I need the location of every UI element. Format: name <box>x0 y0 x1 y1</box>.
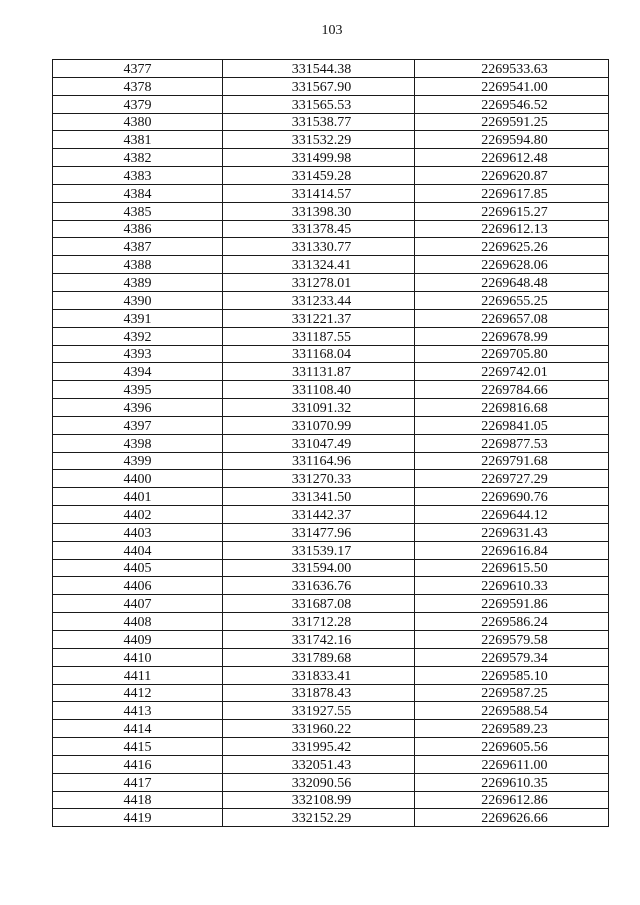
x-coordinate-cell: 332108.99 <box>223 791 415 809</box>
coordinates-table-body <box>53 60 609 827</box>
point-number-cell: 4391 <box>53 309 223 327</box>
x-coordinate-cell: 331414.57 <box>223 184 415 202</box>
y-coordinate-cell: 2269587.25 <box>415 684 609 702</box>
y-coordinate-cell: 2269705.80 <box>415 345 609 363</box>
table-row <box>53 77 609 95</box>
x-coordinate-cell: 331187.55 <box>223 327 415 345</box>
point-number-cell: 4405 <box>53 559 223 577</box>
table-row <box>53 506 609 524</box>
point-number-cell: 4402 <box>53 506 223 524</box>
table-row <box>53 666 609 684</box>
x-coordinate-cell: 331341.50 <box>223 488 415 506</box>
x-coordinate-cell: 331164.96 <box>223 452 415 470</box>
y-coordinate-cell: 2269610.33 <box>415 577 609 595</box>
y-coordinate-cell: 2269657.08 <box>415 309 609 327</box>
x-coordinate-cell: 331270.33 <box>223 470 415 488</box>
point-number-cell: 4387 <box>53 238 223 256</box>
point-number-cell: 4417 <box>53 773 223 791</box>
x-coordinate-cell: 331378.45 <box>223 220 415 238</box>
x-coordinate-cell: 331927.55 <box>223 702 415 720</box>
coordinates-table <box>52 59 609 827</box>
table-row <box>53 577 609 595</box>
point-number-cell: 4404 <box>53 541 223 559</box>
y-coordinate-cell: 2269628.06 <box>415 256 609 274</box>
y-coordinate-cell: 2269617.85 <box>415 184 609 202</box>
y-coordinate-cell: 2269588.54 <box>415 702 609 720</box>
x-coordinate-cell: 331047.49 <box>223 434 415 452</box>
x-coordinate-cell: 332090.56 <box>223 773 415 791</box>
point-number-cell: 4386 <box>53 220 223 238</box>
y-coordinate-cell: 2269605.56 <box>415 738 609 756</box>
y-coordinate-cell: 2269541.00 <box>415 77 609 95</box>
y-coordinate-cell: 2269591.25 <box>415 113 609 131</box>
table-row <box>53 345 609 363</box>
y-coordinate-cell: 2269612.48 <box>415 149 609 167</box>
point-number-cell: 4418 <box>53 791 223 809</box>
point-number-cell: 4413 <box>53 702 223 720</box>
y-coordinate-cell: 2269615.50 <box>415 559 609 577</box>
point-number-cell: 4384 <box>53 184 223 202</box>
y-coordinate-cell: 2269616.84 <box>415 541 609 559</box>
point-number-cell: 4416 <box>53 755 223 773</box>
table-row <box>53 755 609 773</box>
y-coordinate-cell: 2269648.48 <box>415 274 609 292</box>
point-number-cell: 4378 <box>53 77 223 95</box>
x-coordinate-cell: 331091.32 <box>223 399 415 417</box>
table-row <box>53 184 609 202</box>
point-number-cell: 4397 <box>53 416 223 434</box>
table-row <box>53 631 609 649</box>
table-row <box>53 791 609 809</box>
x-coordinate-cell: 331168.04 <box>223 345 415 363</box>
table-row <box>53 327 609 345</box>
y-coordinate-cell: 2269644.12 <box>415 506 609 524</box>
point-number-cell: 4403 <box>53 523 223 541</box>
y-coordinate-cell: 2269533.63 <box>415 60 609 78</box>
x-coordinate-cell: 331567.90 <box>223 77 415 95</box>
y-coordinate-cell: 2269579.34 <box>415 648 609 666</box>
y-coordinate-cell: 2269690.76 <box>415 488 609 506</box>
table-row <box>53 274 609 292</box>
point-number-cell: 4419 <box>53 809 223 827</box>
x-coordinate-cell: 331459.28 <box>223 167 415 185</box>
point-number-cell: 4410 <box>53 648 223 666</box>
point-number-cell: 4385 <box>53 202 223 220</box>
x-coordinate-cell: 331070.99 <box>223 416 415 434</box>
table-row <box>53 309 609 327</box>
x-coordinate-cell: 331789.68 <box>223 648 415 666</box>
x-coordinate-cell: 331636.76 <box>223 577 415 595</box>
point-number-cell: 4398 <box>53 434 223 452</box>
point-number-cell: 4382 <box>53 149 223 167</box>
y-coordinate-cell: 2269585.10 <box>415 666 609 684</box>
y-coordinate-cell: 2269611.00 <box>415 755 609 773</box>
point-number-cell: 4409 <box>53 631 223 649</box>
y-coordinate-cell: 2269610.35 <box>415 773 609 791</box>
point-number-cell: 4407 <box>53 595 223 613</box>
table-row <box>53 738 609 756</box>
table-row <box>53 809 609 827</box>
x-coordinate-cell: 331221.37 <box>223 309 415 327</box>
y-coordinate-cell: 2269612.86 <box>415 791 609 809</box>
table-row <box>53 416 609 434</box>
point-number-cell: 4392 <box>53 327 223 345</box>
y-coordinate-cell: 2269591.86 <box>415 595 609 613</box>
y-coordinate-cell: 2269589.23 <box>415 720 609 738</box>
point-number-cell: 4415 <box>53 738 223 756</box>
point-number-cell: 4414 <box>53 720 223 738</box>
point-number-cell: 4412 <box>53 684 223 702</box>
point-number-cell: 4383 <box>53 167 223 185</box>
x-coordinate-cell: 331538.77 <box>223 113 415 131</box>
table-row <box>53 291 609 309</box>
y-coordinate-cell: 2269586.24 <box>415 613 609 631</box>
y-coordinate-cell: 2269612.13 <box>415 220 609 238</box>
table-row <box>53 684 609 702</box>
point-number-cell: 4406 <box>53 577 223 595</box>
table-row <box>53 773 609 791</box>
point-number-cell: 4408 <box>53 613 223 631</box>
x-coordinate-cell: 332051.43 <box>223 755 415 773</box>
y-coordinate-cell: 2269579.58 <box>415 631 609 649</box>
x-coordinate-cell: 331833.41 <box>223 666 415 684</box>
table-row <box>53 470 609 488</box>
table-row <box>53 238 609 256</box>
table-row <box>53 113 609 131</box>
x-coordinate-cell: 331539.17 <box>223 541 415 559</box>
point-number-cell: 4379 <box>53 95 223 113</box>
table-row <box>53 95 609 113</box>
table-row <box>53 595 609 613</box>
x-coordinate-cell: 331565.53 <box>223 95 415 113</box>
table-row <box>53 720 609 738</box>
x-coordinate-cell: 331330.77 <box>223 238 415 256</box>
point-number-cell: 4394 <box>53 363 223 381</box>
x-coordinate-cell: 331878.43 <box>223 684 415 702</box>
point-number-cell: 4400 <box>53 470 223 488</box>
x-coordinate-cell: 331499.98 <box>223 149 415 167</box>
table-row <box>53 149 609 167</box>
y-coordinate-cell: 2269625.26 <box>415 238 609 256</box>
point-number-cell: 4377 <box>53 60 223 78</box>
table-row <box>53 434 609 452</box>
y-coordinate-cell: 2269727.29 <box>415 470 609 488</box>
table-row <box>53 202 609 220</box>
y-coordinate-cell: 2269678.99 <box>415 327 609 345</box>
table-row <box>53 167 609 185</box>
point-number-cell: 4411 <box>53 666 223 684</box>
x-coordinate-cell: 331278.01 <box>223 274 415 292</box>
y-coordinate-cell: 2269791.68 <box>415 452 609 470</box>
point-number-cell: 4393 <box>53 345 223 363</box>
point-number-cell: 4389 <box>53 274 223 292</box>
x-coordinate-cell: 331324.41 <box>223 256 415 274</box>
table-row <box>53 523 609 541</box>
table-row <box>53 363 609 381</box>
x-coordinate-cell: 332152.29 <box>223 809 415 827</box>
table-row <box>53 131 609 149</box>
point-number-cell: 4388 <box>53 256 223 274</box>
y-coordinate-cell: 2269615.27 <box>415 202 609 220</box>
table-row <box>53 559 609 577</box>
page-number: 103 <box>321 23 343 38</box>
point-number-cell: 4380 <box>53 113 223 131</box>
x-coordinate-cell: 331960.22 <box>223 720 415 738</box>
table-row <box>53 399 609 417</box>
x-coordinate-cell: 331687.08 <box>223 595 415 613</box>
y-coordinate-cell: 2269546.52 <box>415 95 609 113</box>
y-coordinate-cell: 2269784.66 <box>415 381 609 399</box>
y-coordinate-cell: 2269594.80 <box>415 131 609 149</box>
x-coordinate-cell: 331995.42 <box>223 738 415 756</box>
point-number-cell: 4390 <box>53 291 223 309</box>
table-row <box>53 256 609 274</box>
point-number-cell: 4396 <box>53 399 223 417</box>
table-row <box>53 381 609 399</box>
x-coordinate-cell: 331477.96 <box>223 523 415 541</box>
table-row <box>53 220 609 238</box>
table-row <box>53 488 609 506</box>
x-coordinate-cell: 331131.87 <box>223 363 415 381</box>
table-row <box>53 541 609 559</box>
point-number-cell: 4399 <box>53 452 223 470</box>
y-coordinate-cell: 2269841.05 <box>415 416 609 434</box>
point-number-cell: 4381 <box>53 131 223 149</box>
table-row <box>53 613 609 631</box>
table-row <box>53 452 609 470</box>
x-coordinate-cell: 331442.37 <box>223 506 415 524</box>
y-coordinate-cell: 2269655.25 <box>415 291 609 309</box>
x-coordinate-cell: 331712.28 <box>223 613 415 631</box>
x-coordinate-cell: 331544.38 <box>223 60 415 78</box>
point-number-cell: 4401 <box>53 488 223 506</box>
y-coordinate-cell: 2269620.87 <box>415 167 609 185</box>
y-coordinate-cell: 2269816.68 <box>415 399 609 417</box>
table-row <box>53 60 609 78</box>
table-row <box>53 648 609 666</box>
y-coordinate-cell: 2269631.43 <box>415 523 609 541</box>
x-coordinate-cell: 331594.00 <box>223 559 415 577</box>
y-coordinate-cell: 2269742.01 <box>415 363 609 381</box>
y-coordinate-cell: 2269626.66 <box>415 809 609 827</box>
x-coordinate-cell: 331742.16 <box>223 631 415 649</box>
point-number-cell: 4395 <box>53 381 223 399</box>
x-coordinate-cell: 331233.44 <box>223 291 415 309</box>
x-coordinate-cell: 331532.29 <box>223 131 415 149</box>
table-row <box>53 702 609 720</box>
x-coordinate-cell: 331398.30 <box>223 202 415 220</box>
y-coordinate-cell: 2269877.53 <box>415 434 609 452</box>
x-coordinate-cell: 331108.40 <box>223 381 415 399</box>
